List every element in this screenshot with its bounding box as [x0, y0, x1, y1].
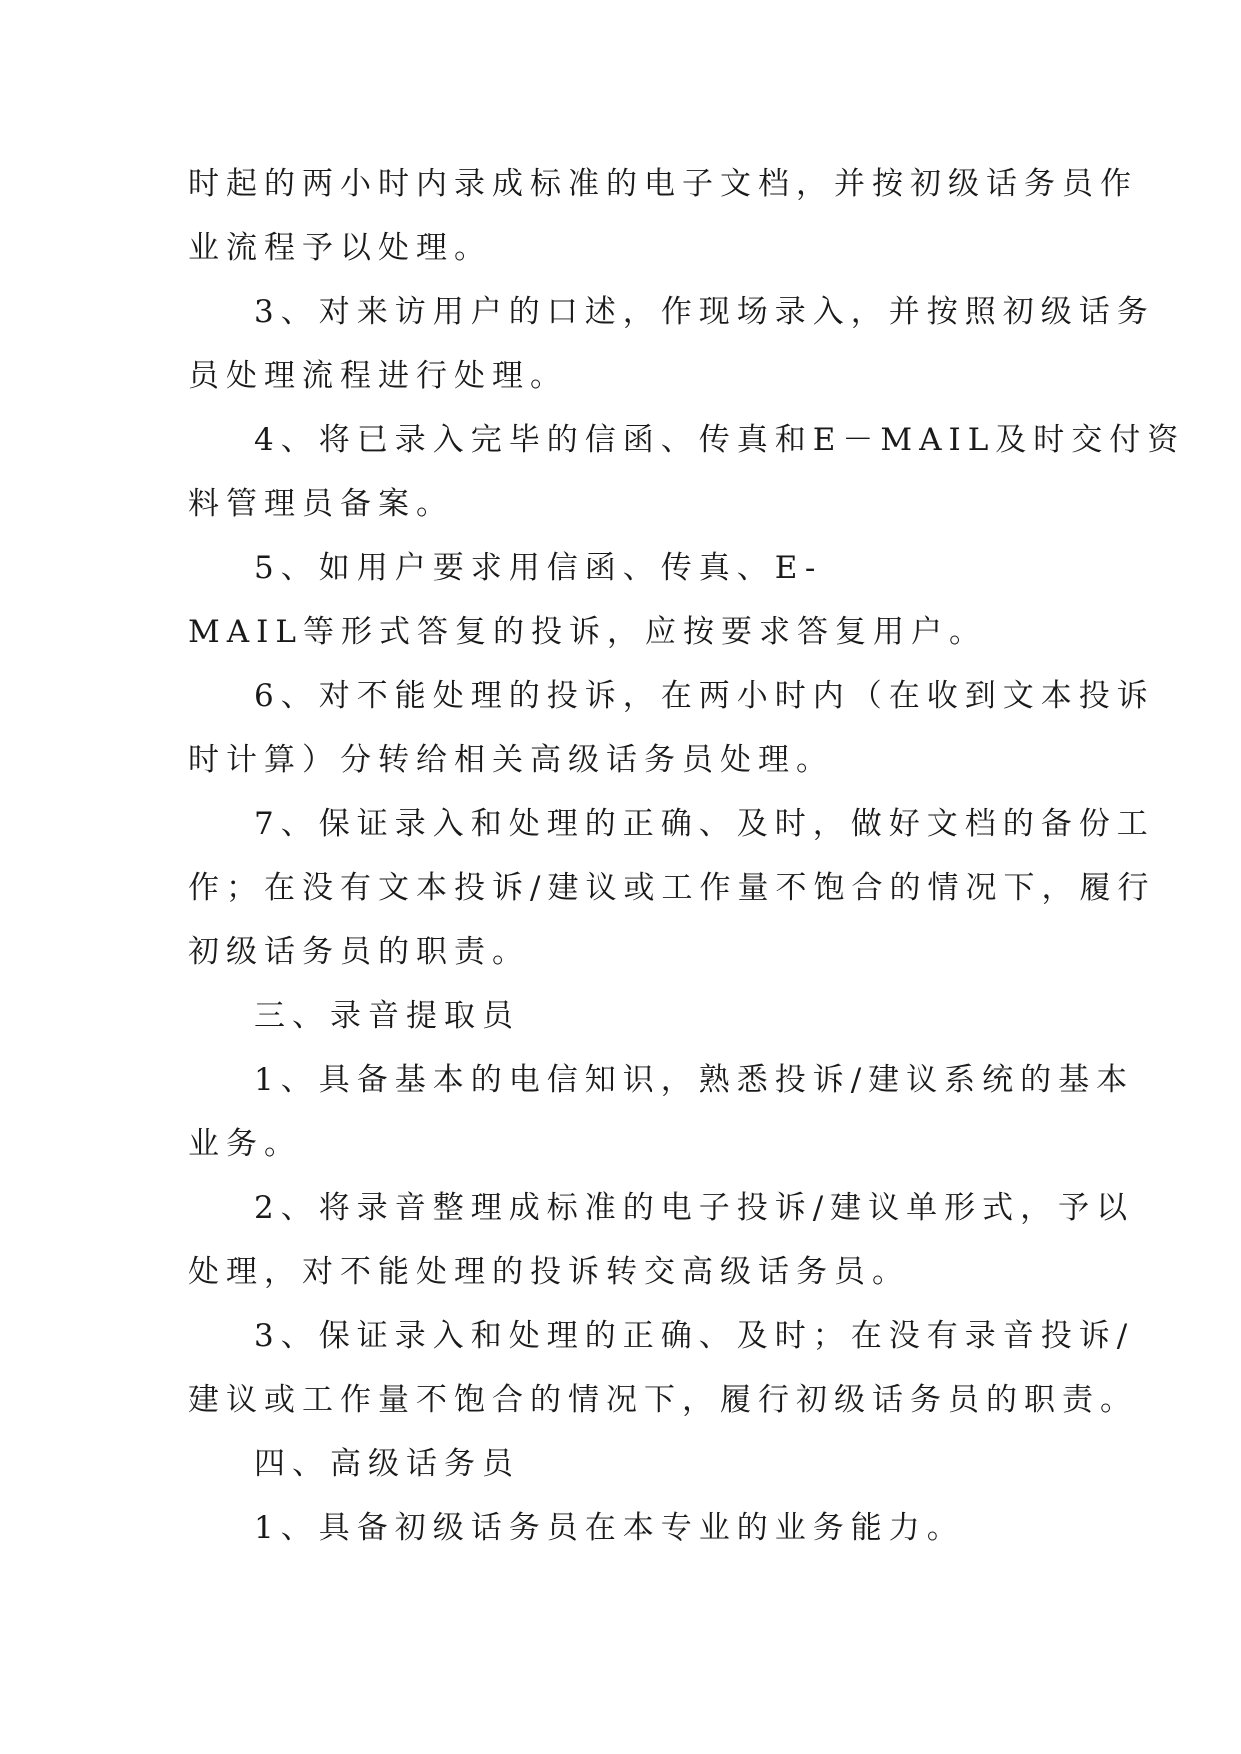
text-line: 员处理流程进行处理。: [188, 358, 568, 394]
text-line: 业流程予以处理。: [188, 230, 492, 266]
text-line: 5、如用户要求用信函、传真、E-: [254, 550, 823, 586]
section-heading: 四、高级话务员: [254, 1446, 520, 1482]
text-line: 4、将已录入完毕的信函、传真和E－MAIL及时交付资: [254, 422, 1186, 458]
section-heading: 三、录音提取员: [254, 998, 520, 1034]
text-line: 3、对来访用户的口述，作现场录入，并按照初级话务: [254, 294, 1155, 330]
text-line: 处理，对不能处理的投诉转交高级话务员。: [188, 1254, 910, 1290]
text-line: 3、保证录入和处理的正确、及时；在没有录音投诉/: [254, 1318, 1135, 1354]
text-line: 业务。: [188, 1126, 302, 1162]
text-line: 初级话务员的职责。: [188, 934, 530, 970]
text-line: 时起的两小时内录成标准的电子文档，并按初级话务员作: [188, 166, 1138, 202]
text-line: 7、保证录入和处理的正确、及时，做好文档的备份工: [254, 806, 1155, 842]
text-line: 1、具备基本的电信知识，熟悉投诉/建议系统的基本: [254, 1062, 1135, 1098]
text-line: 1、具备初级话务员在本专业的业务能力。: [254, 1510, 965, 1546]
text-line: 6、对不能处理的投诉，在两小时内（在收到文本投诉: [254, 678, 1155, 714]
text-line: 建议或工作量不饱合的情况下，履行初级话务员的职责。: [188, 1382, 1138, 1418]
text-line: 料管理员备案。: [188, 486, 454, 522]
text-line: 作；在没有文本投诉/建议或工作量不饱合的情况下，履行: [188, 870, 1156, 906]
text-line: 时计算）分转给相关高级话务员处理。: [188, 742, 834, 778]
text-line: 2、将录音整理成标准的电子投诉/建议单形式，予以: [254, 1190, 1135, 1226]
text-line: MAIL等形式答复的投诉，应按要求答复用户。: [188, 614, 987, 650]
